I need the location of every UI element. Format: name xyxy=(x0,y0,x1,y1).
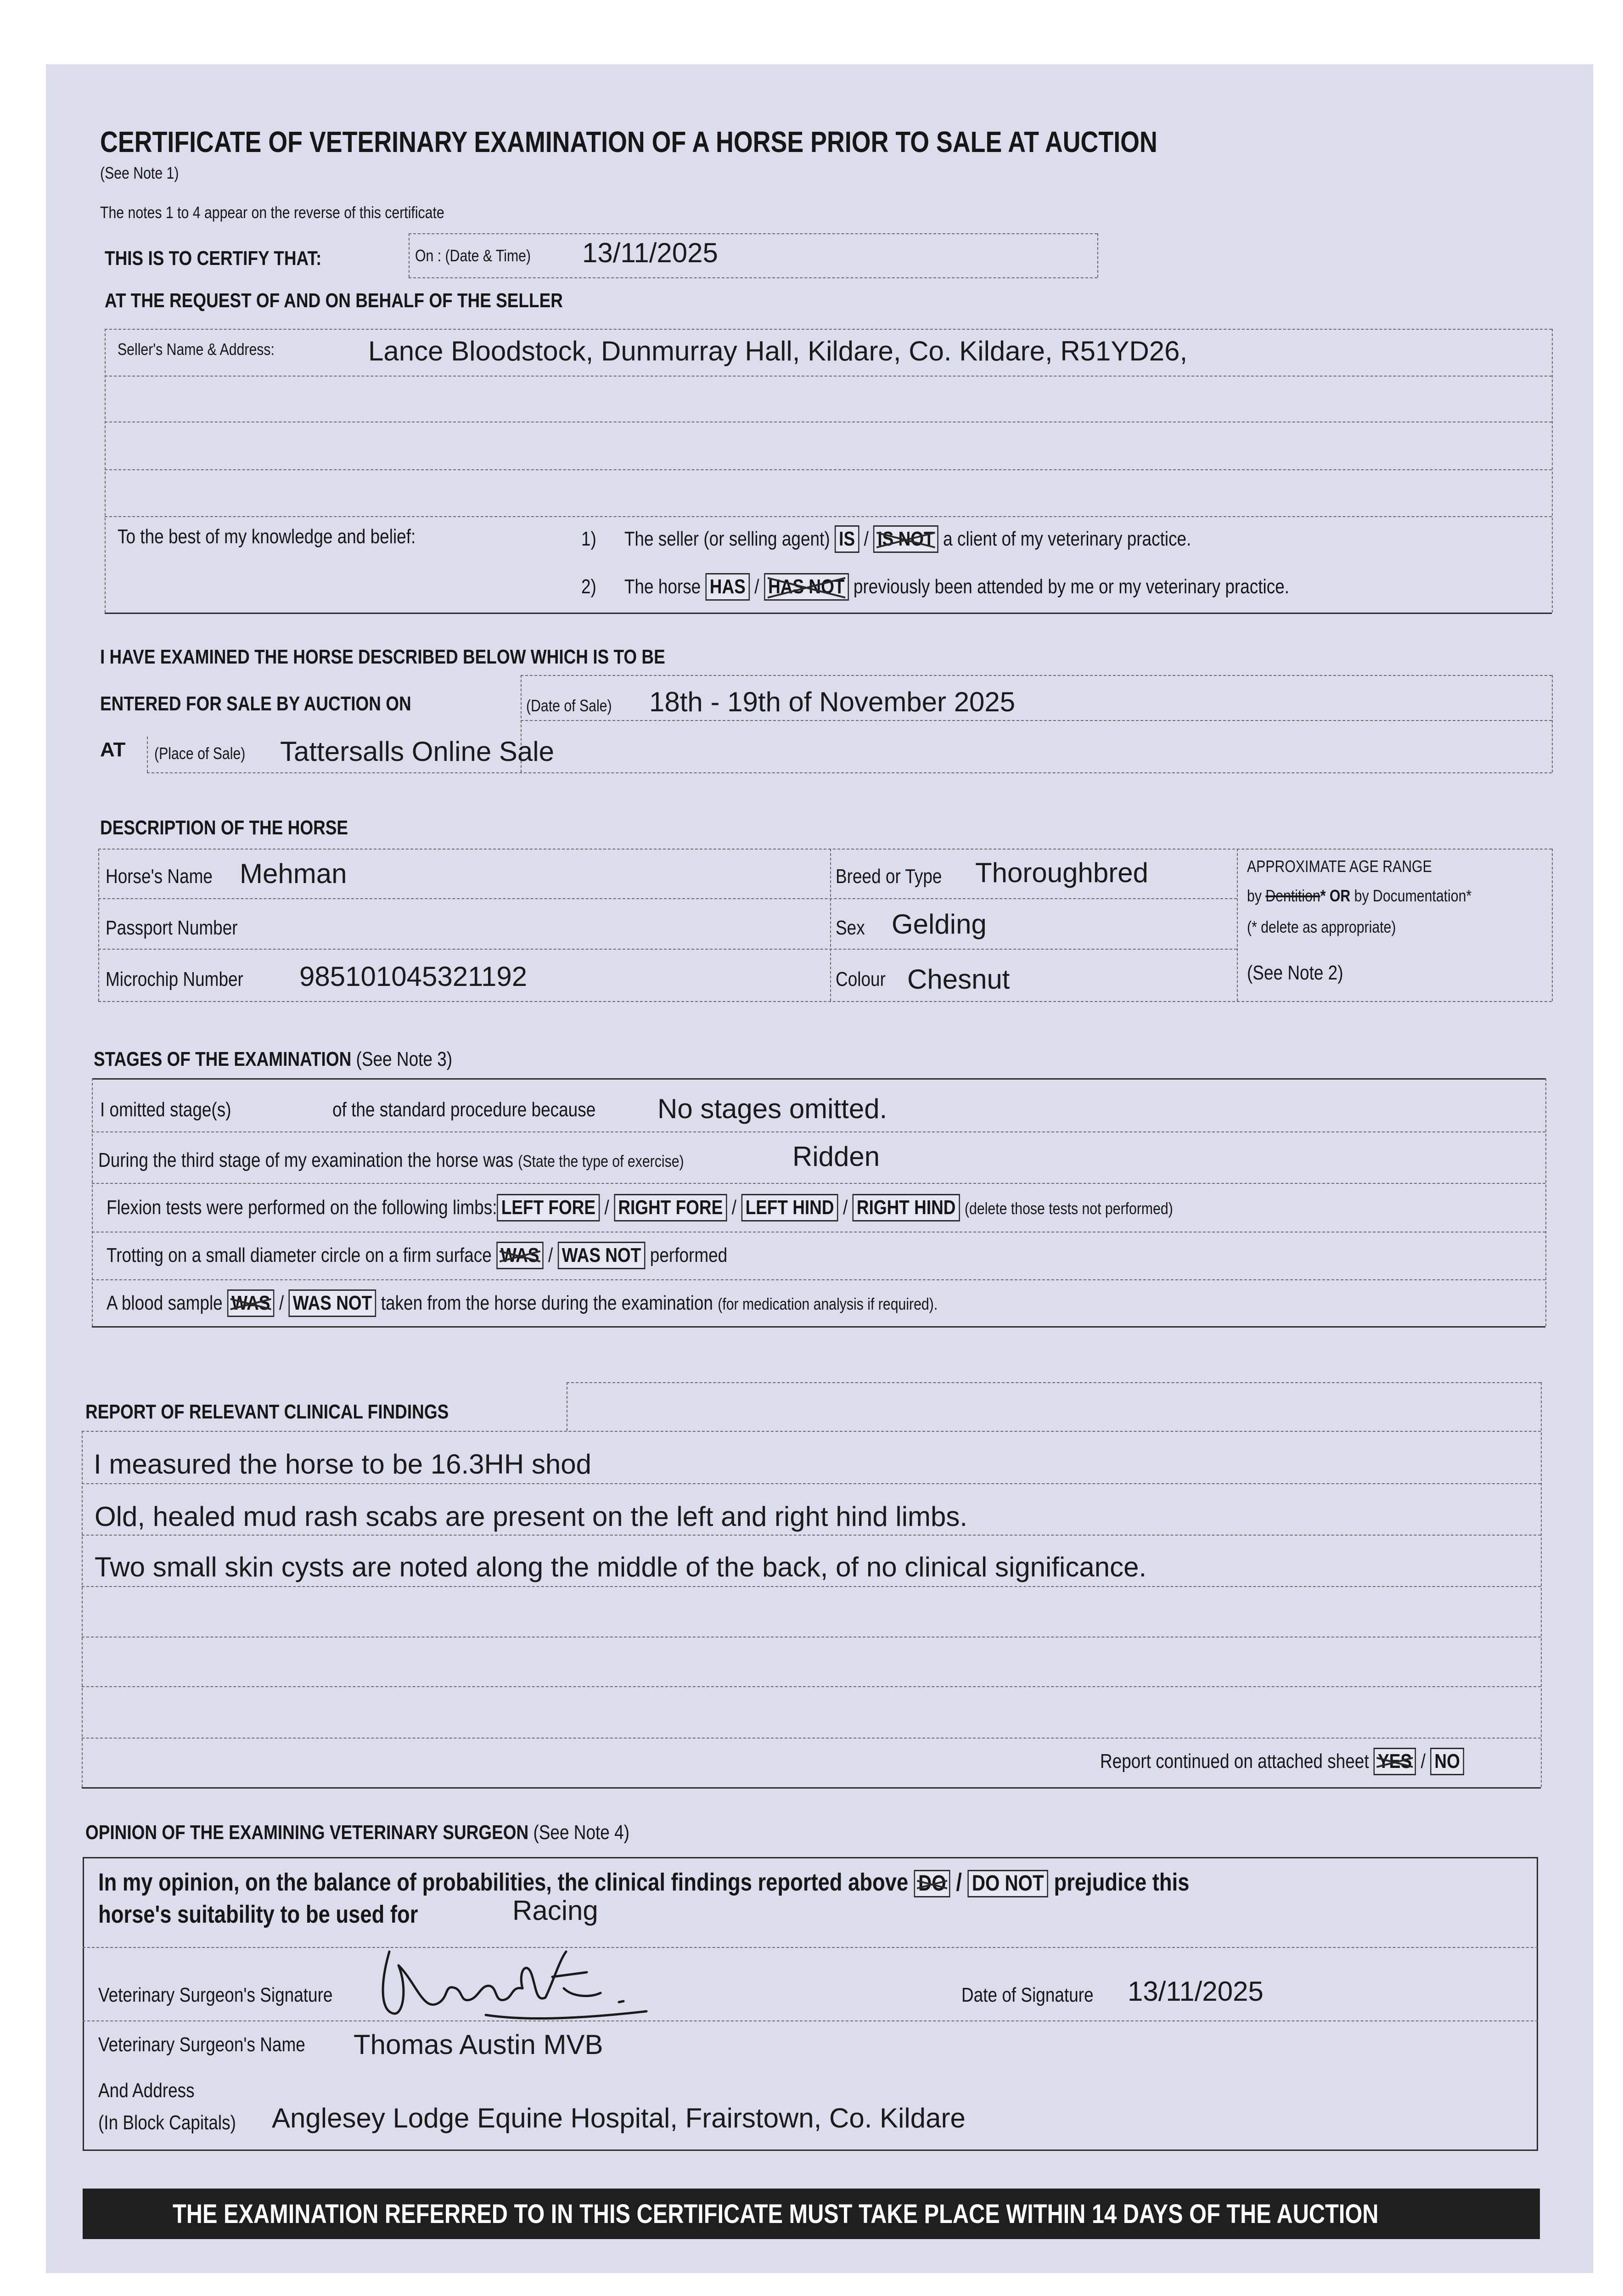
certificate-title: CERTIFICATE OF VETERINARY EXAMINATION OF A HORSE PRIOR TO SALE AT AUCTION xyxy=(100,125,1157,158)
sex-value[interactable]: Gelding xyxy=(892,909,987,940)
has-not-option[interactable]: HAS NOT xyxy=(764,573,849,601)
opinion-title: OPINION OF THE EXAMINING VETERINARY SURGEON (See Note 4) xyxy=(85,1821,630,1844)
sale-date-label: (Date of Sale) xyxy=(526,696,612,715)
certify-label: THIS IS TO CERTIFY THAT: xyxy=(105,247,322,270)
trot-was-option[interactable]: WAS xyxy=(496,1242,544,1269)
breed-value[interactable]: Thoroughbred xyxy=(975,857,1148,888)
finding-line-2[interactable]: Old, healed mud rash scabs are present on the left and right hind limbs. xyxy=(95,1501,968,1532)
block-capitals-label: (In Block Capitals) xyxy=(98,2111,236,2134)
omitted-because-label: of the standard procedure because xyxy=(332,1098,596,1121)
footer-banner-text: THE EXAMINATION REFERRED TO IN THIS CERTIFICATE MUST TAKE PLACE WITHIN 14 DAYS OF THE AUCTION xyxy=(173,2199,1379,2229)
omitted-reason-value[interactable]: No stages omitted. xyxy=(657,1093,887,1124)
sale-place-label: (Place of Sale) xyxy=(154,744,246,763)
sex-label: Sex xyxy=(836,917,865,939)
left-hind-option[interactable]: LEFT HIND xyxy=(741,1194,838,1221)
trot-was-not-option[interactable]: WAS NOT xyxy=(558,1242,646,1269)
vet-name-label: Veterinary Surgeon's Name xyxy=(98,2033,305,2056)
third-stage-label: During the third stage of my examination the horse was (State the type of exercise) xyxy=(98,1149,684,1171)
age-range-method: by Dentition* OR by Documentation* xyxy=(1247,886,1472,905)
vet-signature xyxy=(371,1933,665,2025)
finding-line-1[interactable]: I measured the horse to be 16.3HH shod xyxy=(94,1449,591,1480)
sale-date-value[interactable]: 18th - 19th of November 2025 xyxy=(649,687,1016,717)
date-of-signature-value[interactable]: 13/11/2025 xyxy=(1128,1976,1264,2007)
request-label: AT THE REQUEST OF AND ON BEHALF OF THE SELLER xyxy=(105,289,563,312)
at-label: AT xyxy=(100,738,126,761)
exercise-type-value[interactable]: Ridden xyxy=(792,1141,880,1172)
sale-place-value[interactable]: Tattersalls Online Sale xyxy=(280,736,554,767)
exam-date-label: On : (Date & Time) xyxy=(415,246,531,265)
seller-name-value[interactable]: Lance Bloodstock, Dunmurray Hall, Kildare, Co. Kildare, R51YD26, xyxy=(368,336,1188,366)
blood-was-option[interactable]: WAS xyxy=(227,1289,275,1317)
colour-value[interactable]: Chesnut xyxy=(907,964,1010,995)
has-option[interactable]: HAS xyxy=(706,573,750,601)
suitability-label: horse's suitability to be used for xyxy=(98,1901,418,1928)
notes-reference: The notes 1 to 4 appear on the reverse of this certificate xyxy=(100,203,444,222)
intended-use-value[interactable]: Racing xyxy=(512,1895,598,1926)
left-fore-option[interactable]: LEFT FORE xyxy=(497,1194,600,1221)
opinion-statement: In my opinion, on the balance of probabilities, the clinical findings reported above DO / DO NOT prejudice this xyxy=(98,1868,1397,1897)
is-not-option[interactable]: IS NOT xyxy=(873,525,938,553)
seller-name-label: Seller's Name & Address: xyxy=(118,340,275,359)
breed-label: Breed or Type xyxy=(836,865,942,888)
signature-label: Veterinary Surgeon's Signature xyxy=(98,1984,333,2006)
horse-attended-statement: 2) The horse HAS / HAS NOT previously been attended by me or my veterinary practice. xyxy=(581,573,1424,601)
horse-name-value[interactable]: Mehman xyxy=(240,858,347,889)
blood-was-not-option[interactable]: WAS NOT xyxy=(289,1289,376,1317)
right-hind-option[interactable]: RIGHT HIND xyxy=(853,1194,960,1221)
vet-address-value[interactable]: Anglesey Lodge Equine Hospital, Frairstown, Co. Kildare xyxy=(272,2103,966,2133)
seller-client-statement: 1) The seller (or selling agent) IS / IS NOT a client of my veterinary practice. xyxy=(581,525,1307,553)
omitted-stages-label: I omitted stage(s) xyxy=(100,1098,231,1121)
age-see-note: (See Note 2) xyxy=(1247,962,1343,984)
vet-name-value[interactable]: Thomas Austin MVB xyxy=(354,2029,603,2060)
dentition-option[interactable]: Dentition xyxy=(1265,886,1320,905)
see-note-1: (See Note 1) xyxy=(100,163,179,182)
is-option[interactable]: IS xyxy=(835,525,859,553)
do-not-option[interactable]: DO NOT xyxy=(968,1870,1048,1897)
age-range-title: APPROXIMATE AGE RANGE xyxy=(1247,857,1432,876)
findings-title: REPORT OF RELEVANT CLINICAL FINDINGS xyxy=(85,1401,449,1423)
passport-label: Passport Number xyxy=(106,917,238,939)
description-title: DESCRIPTION OF THE HORSE xyxy=(100,816,348,839)
blood-sample-row: A blood sample WAS / WAS NOT taken from the horse during the examination (for medication analysis if required). xyxy=(107,1289,1096,1317)
right-fore-option[interactable]: RIGHT FORE xyxy=(614,1194,727,1221)
continued-yes-option[interactable]: YES xyxy=(1374,1748,1416,1775)
footer-banner xyxy=(83,2189,1540,2239)
address-label: And Address xyxy=(98,2079,195,2102)
do-option[interactable]: DO xyxy=(914,1870,950,1897)
date-of-signature-label: Date of Signature xyxy=(961,1984,1094,2006)
horse-name-label: Horse's Name xyxy=(106,865,213,888)
exam-date-value[interactable]: 13/11/2025 xyxy=(582,237,718,268)
trotting-row: Trotting on a small diameter circle on a firm surface WAS / WAS NOT performed xyxy=(107,1242,846,1269)
colour-label: Colour xyxy=(836,968,886,990)
age-delete-note: (* delete as appropriate) xyxy=(1247,917,1396,936)
microchip-value[interactable]: 985101045321192 xyxy=(299,961,528,992)
finding-line-3[interactable]: Two small skin cysts are noted along the middle of the back, of no clinical significance. xyxy=(95,1552,1147,1582)
knowledge-label: To the best of my knowledge and belief: xyxy=(118,525,416,548)
flexion-tests-row: Flexion tests were performed on the following limbs: LEFT FORE / RIGHT FORE / LEFT HIND / RIGHT HIND (delete those tests not performed) xyxy=(107,1194,1376,1221)
entered-label: ENTERED FOR SALE BY AUCTION ON xyxy=(100,692,411,715)
examined-label: I HAVE EXAMINED THE HORSE DESCRIBED BELOW WHICH IS TO BE xyxy=(100,646,665,668)
stages-title: STAGES OF THE EXAMINATION (See Note 3) xyxy=(94,1048,453,1070)
microchip-label: Microchip Number xyxy=(106,968,243,990)
report-continued-row: Report continued on attached sheet YES / NO xyxy=(1100,1748,1533,1775)
continued-no-option[interactable]: NO xyxy=(1430,1748,1464,1775)
